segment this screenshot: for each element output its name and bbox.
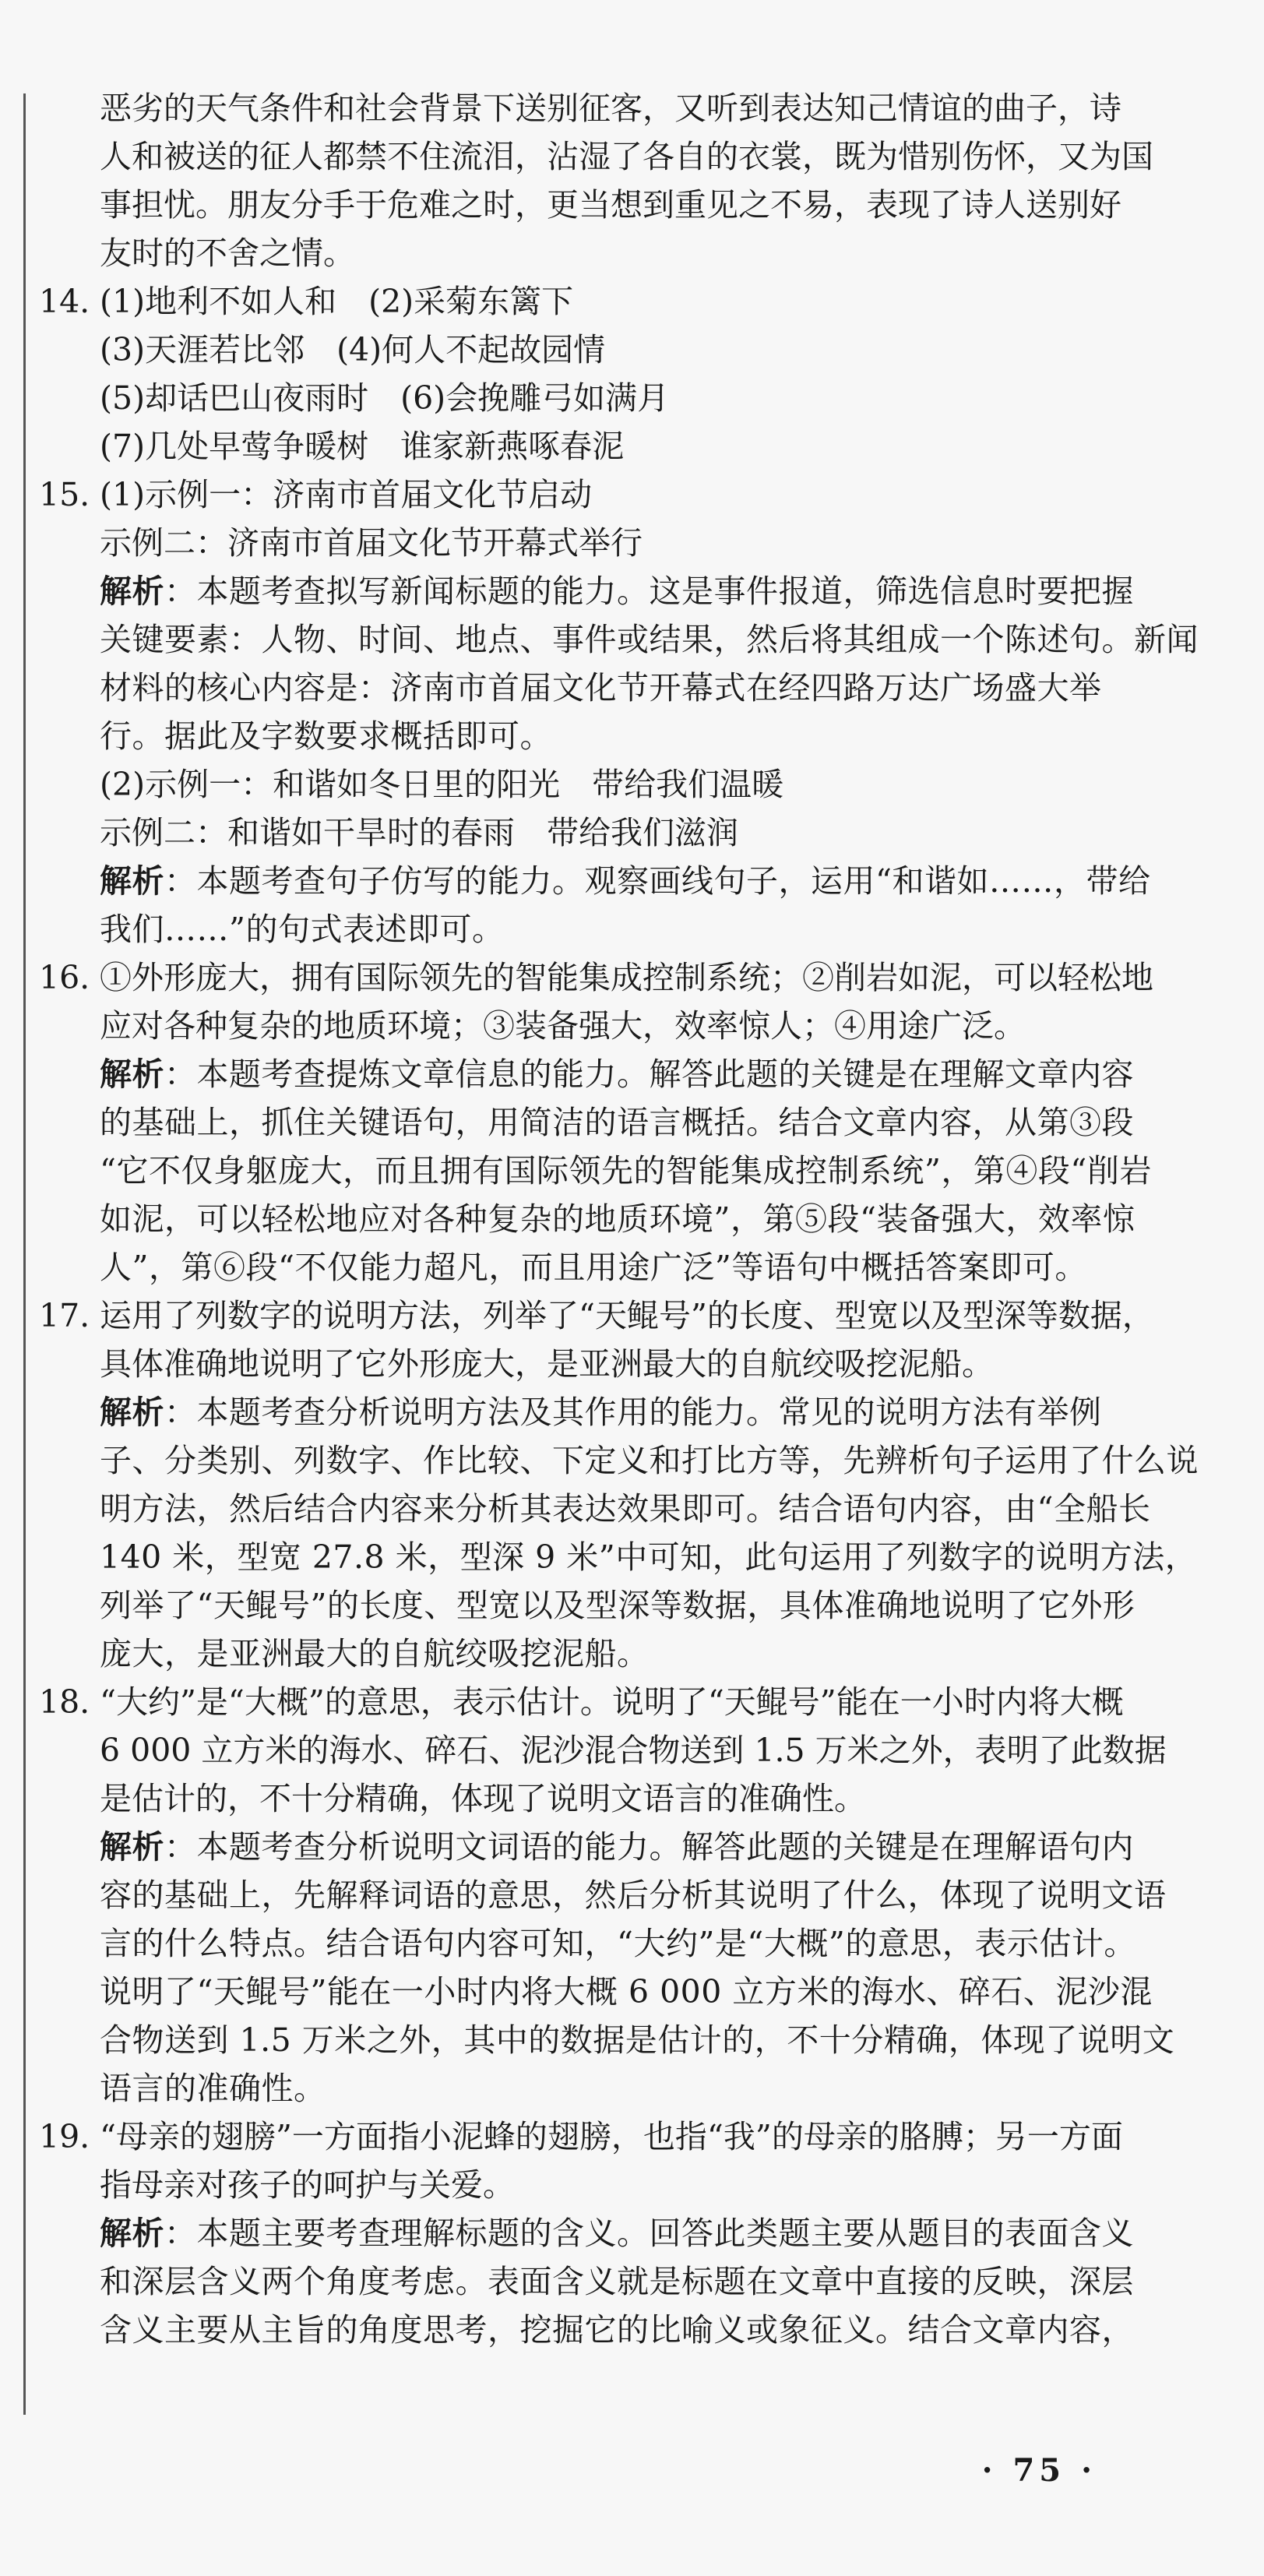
q18-answer-line: 6 000 立方米的海水、碎石、泥沙混合物送到 1.5 万米之外，表明了此数据: [100, 1732, 1167, 1769]
analysis-line: [100, 857, 1190, 905]
analysis-line: [100, 1919, 1190, 1968]
analysis-text: 语言的准确性。: [100, 2070, 326, 2107]
answer-text: “大约”是“大概”的意思，表示估计。说明了“天鲲号”能在一小时内将大概: [100, 1683, 1124, 1721]
analysis-line: [100, 1098, 1190, 1147]
analysis-label: 解析: [100, 2215, 164, 2252]
analysis-text: 关键要素：人物、时间、地点、事件或结果，然后将其组成一个陈述句。新闻: [100, 621, 1199, 658]
analysis-text: 说明了“天鲲号”能在一小时内将大概 6 000 立方米的海水、碎石、泥沙混: [100, 1973, 1153, 2010]
analysis-text: “它不仅身躯庞大，而且拥有国际领先的智能集成控制系统”，第④段“削岩: [100, 1152, 1152, 1189]
analysis-line: [100, 2257, 1190, 2306]
analysis-label: 解析: [100, 862, 164, 900]
answer-text: 运用了列数字的说明方法，列举了“天鲲号”的长度、型宽以及型深等数据，: [100, 1297, 1154, 1334]
intro-line: 事担忧。朋友分手于危难之时，更当想到重见之不易，表现了诗人送别好: [100, 186, 1121, 224]
analysis-line: [100, 1388, 1190, 1436]
analysis-line: [100, 905, 1190, 953]
answer-text: (1)地利不如人和 (2)采菊东篱下: [100, 283, 574, 320]
analysis-line: [100, 1485, 1190, 1533]
answer-text: “母亲的翅膀”一方面指小泥蜂的翅膀，也指“我”的母亲的胳膊；另一方面: [100, 2118, 1123, 2155]
q15-part1-line: 示例二：济南市首届文化节开幕式举行: [100, 524, 643, 562]
analysis-label: 解析: [100, 1828, 164, 1866]
q18-answer-line: 是估计的，不十分精确，体现了说明文语言的准确性。: [100, 1780, 866, 1817]
analysis-line: [100, 567, 1190, 615]
analysis-text: 140 米，型宽 27.8 米，型深 9 米”中可知，此句运用了列数字的说明方法，: [100, 1538, 1198, 1576]
intro-line: 恶劣的天气条件和社会背景下送别征客，又听到表达知己情谊的曲子，诗: [100, 90, 1121, 127]
page-number: · 75 ·: [981, 2452, 1097, 2489]
answer-text: (1)示例一：济南市首届文化节启动: [100, 476, 593, 513]
analysis-line: [100, 1871, 1190, 1919]
q14-line: (7)几处早莺争暖树 谁家新燕啄春泥: [100, 428, 625, 465]
analysis-line: [100, 1968, 1190, 2016]
analysis-text: 如泥，可以轻松地应对各种复杂的地质环境”，第⑤段“装备强大，效率惊: [100, 1200, 1135, 1238]
analysis-line: [100, 1630, 1190, 1678]
question-15: [39, 470, 1199, 953]
analysis-label: 解析: [100, 1055, 164, 1093]
analysis-text: 容的基础上，先解释词语的意思，然后分析其说明了什么，体现了说明文语: [100, 1876, 1167, 1914]
analysis-text: ：本题考查拟写新闻标题的能力。这是事件报道，筛选信息时要把握: [164, 573, 1134, 610]
analysis-line: [100, 664, 1190, 712]
analysis-text: 言的什么特点。结合语句内容可知，“大约”是“大概”的意思，表示估计。: [100, 1925, 1136, 1962]
question-18: [39, 1678, 1190, 2113]
analysis-line: [100, 712, 1190, 760]
q17-answer-line: [39, 1292, 1190, 1340]
analysis-text: ：本题考查句子仿写的能力。观察画线句子，运用“和谐如……，带给: [164, 862, 1151, 900]
q16-lines: [39, 953, 1190, 1292]
analysis-text: 列举了“天鲲号”的长度、型宽以及型深等数据，具体准确地说明了它外形: [100, 1587, 1135, 1624]
margin-rule: [23, 93, 26, 2415]
analysis-line: [100, 1195, 1190, 1243]
analysis-text: 明方法，然后结合内容来分析其表达效果即可。结合语句内容，由“全船长: [100, 1490, 1151, 1528]
analysis-line: [100, 1050, 1190, 1098]
q17-answer-line: 具体准确地说明了它外形庞大，是亚洲最大的自航绞吸挖泥船。: [100, 1345, 994, 1383]
q16-answer-line: [39, 953, 1190, 1002]
q14-lines: [39, 277, 1190, 470]
q18-answer-line: [39, 1678, 1190, 1726]
analysis-text: 子、分类别、列数字、作比较、下定义和打比方等，先辨析句子运用了什么说: [100, 1442, 1199, 1479]
analysis-line: [100, 2064, 1190, 2113]
q15-part2-line: (2)示例一：和谐如冬日里的阳光 带给我们温暖: [100, 766, 784, 803]
analysis-line: [100, 2209, 1190, 2257]
question-number: 15.: [39, 476, 90, 513]
analysis-line: [100, 2306, 1190, 2354]
intro-line: 人和被送的征人都禁不住流泪，沾湿了各自的衣裳，既为惜别伤怀，又为国: [100, 138, 1153, 175]
answer-text: ①外形庞大，拥有国际领先的智能集成控制系统；②削岩如泥，可以轻松地: [100, 959, 1153, 996]
analysis-text: 含义主要从主旨的角度思考，挖掘它的比喻义或象征义。结合文章内容，: [100, 2311, 1134, 2349]
q14-line: (3)天涯若比邻 (4)何人不起故园情: [100, 331, 606, 368]
q19-answer-line: 指母亲对孩子的呵护与关爱。: [100, 2166, 515, 2204]
q14-line: (5)却话巴山夜雨时 (6)会挽雕弓如满月: [100, 379, 670, 417]
analysis-line: [100, 1147, 1190, 1195]
analysis-text: ：本题考查分析说明方法及其作用的能力。常见的说明方法有举例: [164, 1394, 1102, 1431]
analysis-text: ：本题考查提炼文章信息的能力。解答此题的关键是在理解文章内容: [164, 1055, 1134, 1093]
question-number: 14.: [39, 283, 90, 320]
analysis-line: [100, 1533, 1198, 1581]
answer-page: [39, 84, 1199, 2354]
analysis-line: [100, 1436, 1199, 1485]
analysis-text: 行。据此及字数要求概括即可。: [100, 717, 552, 755]
q19-lines: [39, 2113, 1190, 2354]
question-19: [39, 2113, 1190, 2354]
question-number: 19.: [39, 2118, 90, 2155]
analysis-line: [100, 1243, 1190, 1292]
analysis-line: [100, 1823, 1190, 1871]
question-17: [39, 1292, 1199, 1678]
analysis-line: [100, 2016, 1190, 2064]
q17-lines: [39, 1292, 1199, 1678]
q19-answer-line: [39, 2113, 1190, 2161]
q14-line: [39, 277, 1190, 326]
analysis-text: 合物送到 1.5 万米之外，其中的数据是估计的，不十分精确，体现了说明文: [100, 2021, 1175, 2059]
question-16: [39, 953, 1190, 1292]
question-number: 17.: [39, 1297, 90, 1334]
intro-paragraph: [100, 84, 1190, 277]
analysis-text: ：本题考查分析说明文词语的能力。解答此题的关键是在理解语句内: [164, 1828, 1134, 1866]
q18-lines: [39, 1678, 1190, 2113]
q15-part2-line: 示例二：和谐如干旱时的春雨 带给我们滋润: [100, 814, 738, 851]
analysis-text: 人”，第⑥段“不仅能力超凡，而且用途广泛”等语句中概括答案即可。: [100, 1249, 1087, 1286]
q15-part1-line: [39, 470, 1190, 519]
analysis-text: 我们……”的句式表述即可。: [100, 911, 505, 948]
analysis-text: 和深层含义两个角度考虑。表面含义就是标题在文章中直接的反映，深层: [100, 2263, 1134, 2300]
analysis-label: 解析: [100, 573, 164, 610]
analysis-text: ：本题主要考查理解标题的含义。回答此类题主要从题目的表面含义: [164, 2215, 1134, 2252]
question-14: [39, 277, 1190, 470]
analysis-label: 解析: [100, 1394, 164, 1431]
q15-lines: [39, 470, 1199, 953]
q16-answer-line: 应对各种复杂的地质环境；③装备强大，效率惊人；④用途广泛。: [100, 1007, 1026, 1045]
analysis-text: 材料的核心内容是：济南市首届文化节开幕式在经四路万达广场盛大举: [100, 669, 1102, 707]
analysis-text: 庞大，是亚洲最大的自航绞吸挖泥船。: [100, 1635, 650, 1672]
analysis-line: [100, 1581, 1190, 1630]
analysis-line: [100, 615, 1199, 664]
intro-line: 友时的不舍之情。: [100, 234, 355, 272]
question-number: 18.: [39, 1683, 90, 1721]
analysis-text: 的基础上，抓住关键语句，用简洁的语言概括。结合文章内容，从第③段: [100, 1104, 1134, 1141]
question-number: 16.: [39, 959, 90, 996]
